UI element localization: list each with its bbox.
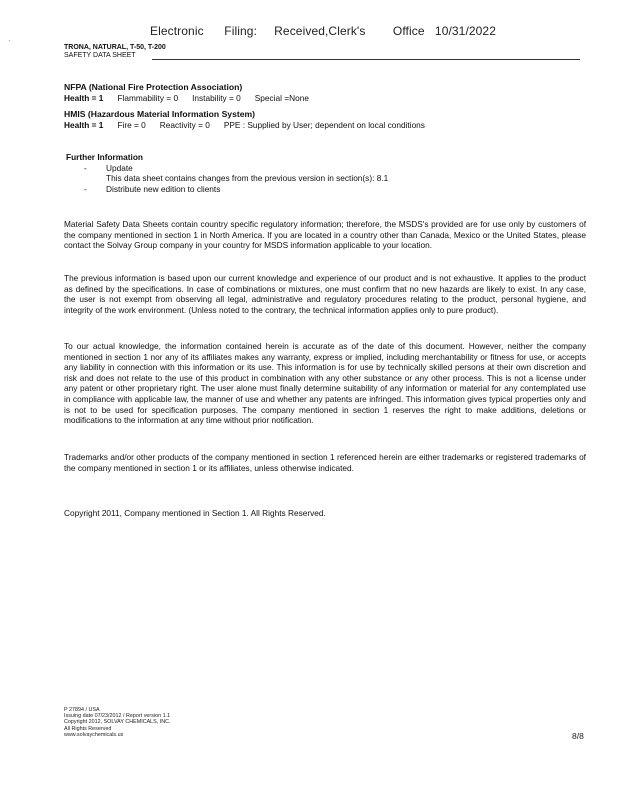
filing-stamp: Electronic Filing: Received,Clerk's Office 10/31/2022 <box>150 24 496 38</box>
trademarks-paragraph <box>64 452 586 473</box>
nfpa-section <box>64 82 586 103</box>
hmis-ppe: PPE : Supplied by User; dependent on local conditions <box>223 119 425 130</box>
msds-regional-paragraph <box>64 219 586 251</box>
list-item-label: Distribute new edition to clients <box>106 183 221 194</box>
previous-information-paragraph <box>64 273 586 315</box>
list-item-label: Update <box>106 162 133 173</box>
list-dash: - <box>84 183 87 194</box>
hmis-section <box>64 109 586 130</box>
nfpa-flammability: Flammability = 0 <box>117 92 179 103</box>
hmis-reactivity: Reactivity = 0 <box>159 119 210 130</box>
hmis-title: HMIS (Hazardous Material Information System) <box>64 109 256 119</box>
hmis-ratings <box>64 120 586 131</box>
list-dash: - <box>84 162 87 173</box>
further-information-title: Further Information <box>66 152 143 162</box>
product-name: TRONA, NATURAL, T-50, T-200 <box>64 44 166 51</box>
corner-mark: · <box>8 36 11 45</box>
header-divider <box>152 59 580 60</box>
nfpa-health: Health = 1 <box>64 92 104 103</box>
nfpa-special: Special =None <box>254 92 309 103</box>
footer-line: Issuing date 07/23/2012 / Report version 1.1 <box>64 713 171 720</box>
copyright-notice <box>64 508 586 519</box>
paragraph: The previous information is based upon our current knowledge and experience of our product and is not exhaustive. It applies to the product as defined by the specifications. In case of combinations or mixtures, one must confirm that no new hazards are likely to exist. In any case, the user is not exempt from observing all legal, administrative and regulatory procedures relating to the product, personal hygiene, and integrity of the work environment. (Unless noted to the contrary, the technical information applies only to pure product). <box>64 273 586 315</box>
nfpa-title: NFPA (National Fire Protection Association) <box>64 82 243 92</box>
footer-line: Copyright 2012, SOLVAY CHEMICALS, INC. <box>64 719 171 726</box>
footer-line: P 27894 / USA <box>64 707 100 713</box>
document-footer <box>64 707 171 738</box>
page-number: 8/8 <box>572 731 584 741</box>
sheet-type-label: SAFETY DATA SHEET <box>64 52 136 59</box>
footer-line: www.solvaychemicals.us <box>64 731 124 738</box>
paragraph: Material Safety Data Sheets contain country specific regulatory information; therefore, the MSDS's provided are for use only by customers of the company mentioned in section 1 in North America. If you are located in a country other than Canada, Mexico or the United States, please contact the Solvay Group company in your country for MSDS information applicable to your location. <box>64 219 586 251</box>
paragraph: Trademarks and/or other products of the company mentioned in section 1 referenced herein are either trademarks or registered trademarks of the company mentioned in section 1 or its affiliates, unless otherwise indicated. <box>64 452 586 473</box>
list-item <box>66 163 588 174</box>
list-item-detail: This data sheet contains changes from the previous version in section(s): 8.1 <box>106 173 389 184</box>
footer-line: All Rights Reserved <box>64 725 112 732</box>
disclaimer-paragraph <box>64 341 586 426</box>
hmis-fire: Fire = 0 <box>117 119 146 130</box>
copyright-text: Copyright 2011, Company mentioned in Section 1. All Rights Reserved. <box>64 508 326 518</box>
list-item <box>66 184 588 195</box>
hmis-health: Health = 1 <box>64 119 104 130</box>
nfpa-ratings <box>64 93 586 104</box>
paragraph: To our actual knowledge, the information contained herein is accurate as of the date of this document. However, neither the company mentioned in section 1 nor any of its affiliates makes any warranty, express or implied, including merchantability or fitness for use, or accepts any liability in connection with this information or its use. This information is for use by technically skilled persons at their own discretion and risk and does not relate to the use of this product in combination with any other substance or any other process. This is not a license under any patent or other proprietary right. The user alone must finally determine suitability of any information or material for any contemplated use in compliance with applicable law, the manner of use and whether any patents are infringed. This information gives typical properties only and is not to be used for specification purposes. The company mentioned in section 1 reserves the right to make additions, deletions or modifications to the information at any time without prior notification. <box>64 341 586 426</box>
further-information-section <box>66 152 588 194</box>
nfpa-instability: Instability = 0 <box>192 92 241 103</box>
